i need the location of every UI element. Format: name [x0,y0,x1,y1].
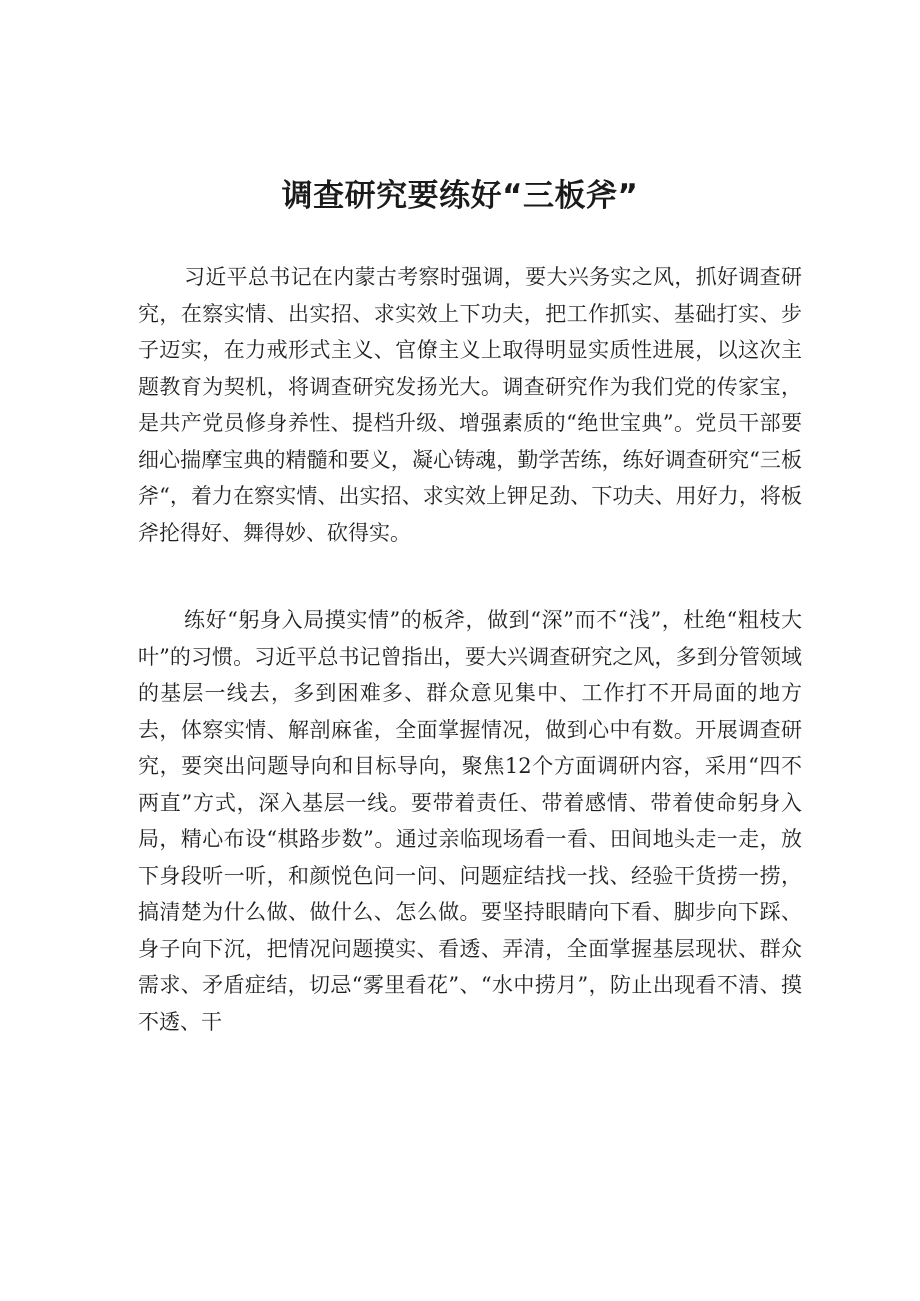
paragraph-2: 练好“躬身入局摸实情”的板斧，做到“深”而不“浅”，杜绝“粗枝大叶”的习惯。习近平总书记曾指出，要大兴调查研究之风，多到分管领域的基层一线去，多到困难多、群众意见集中、工作打不开局面的地方去，体察实情、解剖麻雀，全面掌握情况，做到心中有数。开展调查研究，要突出问题导向和目标导向，聚焦12个方面调研内容，采用“四不两直”方式，深入基层一线。要带着责任、带着感情、带着使命躬身入局，精心布设“棋路步数”。通过亲临现场看一看、田间地头走一走，放下身段听一听，和颜悦色问一问、问题症结找一找、经验干货捞一捞，搞清楚为什么做、做什么、怎么做。要坚持眼睛向下看、脚步向下踩、身子向下沉，把情况问题摸实、看透、弄清，全面掌握基层现状、群众需求、矛盾症结，切忌“雾里看花”、“水中捞月”，防止出现看不清、摸不透、干 [138,608,802,1034]
document-title: 调查研究要练好“三板斧” [281,178,639,214]
paragraph-1: 习近平总书记在内蒙古考察时强调，要大兴务实之风，抓好调查研究，在察实情、出实招、求实效上下功夫，把工作抓实、基础打实、步子迈实，在力戒形式主义、官僚主义上取得明显实质性进展，以这次主题教育为契机，将调查研究发扬光大。调查研究作为我们党的传家宝，是共产党员修身养性、提档升级、增强素质的“绝世宝典”。党员干部要细心揣摩宝典的精髓和要义，凝心铸魂，勤学苦练，练好调查研究“三板斧“，着力在察实情、出实招、求实效上钾足劲、下功夫、用好力，将板斧抡得好、舞得妙、砍得实。 [138,265,802,545]
